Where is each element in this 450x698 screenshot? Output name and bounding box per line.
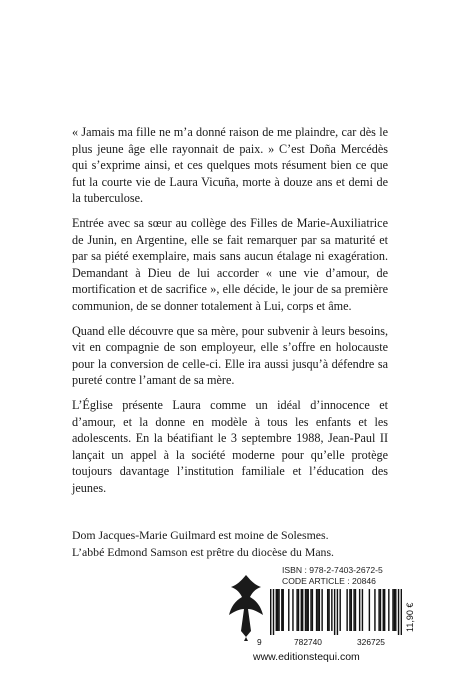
barcode-bar	[270, 589, 271, 635]
barcode-bar	[328, 589, 329, 631]
barcode-bar	[277, 589, 278, 631]
barcode-bar	[298, 589, 299, 631]
barcode-bar	[378, 589, 379, 631]
barcode-bar	[401, 589, 402, 635]
barcode-bar	[359, 589, 360, 631]
author-note-2: L’abbé Edmond Samson est prêtre du diocèse du Mans.	[72, 544, 334, 559]
barcode-bar	[334, 589, 335, 635]
barcode-bar	[306, 589, 307, 631]
publisher-block	[225, 565, 425, 675]
barcode-bar	[355, 589, 356, 631]
barcode-bar	[383, 589, 384, 631]
barcode-bar	[384, 589, 385, 631]
paragraph-4: L’Église présente Laura comme un idéal d’innocence et d’amour, et la donne en modèle à tous les enfants et les adolescents. En la béatifiant le 3 septembre 1988, Jean-Paul II lançait un appel à la société moderne pour qu’elle protège toujours davantage l’institution familiale et l’éducation des jeunes.	[72, 397, 388, 495]
author-note-1: Dom Jacques-Marie Guilmard est moine de Solesmes.	[72, 528, 329, 542]
code-article-text: CODE ARTICLE : 20846	[282, 576, 376, 586]
barcode-bar	[353, 589, 354, 631]
barcode-bar	[278, 589, 279, 631]
barcode-digits-left: 782740	[294, 637, 322, 647]
barcode-bar	[398, 589, 399, 635]
barcode-bar	[380, 589, 381, 631]
paragraph-1: « Jamais ma fille ne m’a donné raison de me plaindre, car dès le plus jeune âge elle rayonnait de paix. » C’est Doña Mercédès qui s’exprime ainsi, et ces quelques mots résument bien ce que fut la courte vie de Laura Vicuña, morte à douze ans et demi de la tuberculose.	[72, 125, 388, 206]
barcode-digits	[257, 637, 407, 647]
barcode-bar	[339, 589, 340, 631]
barcode-bar	[308, 589, 309, 631]
barcode-bar	[388, 589, 389, 631]
barcode-bar	[302, 589, 303, 631]
barcode-bar	[317, 589, 318, 631]
barcode-bar	[321, 589, 322, 631]
barcode-bar	[305, 589, 306, 631]
barcode-digit-prefix: 9	[257, 637, 262, 647]
barcode-bar	[369, 589, 370, 631]
isbn-text: ISBN : 978-2-7403-2672-5	[282, 565, 383, 575]
price-text: 11,90 €	[405, 602, 415, 632]
barcode-icon	[270, 589, 402, 635]
barcode-bar	[337, 589, 338, 635]
archangel-logo-icon	[225, 571, 267, 641]
barcode-bar	[394, 589, 395, 631]
barcode-bar	[312, 589, 313, 631]
barcode-bar	[319, 589, 320, 631]
barcode-bar	[288, 589, 289, 631]
barcode-bar	[283, 589, 284, 631]
barcode-bar	[273, 589, 274, 635]
book-identifiers	[282, 565, 422, 587]
barcode-bar	[374, 589, 375, 631]
barcode-bar	[292, 589, 293, 631]
barcode-bar	[331, 589, 332, 631]
barcode-bar	[310, 589, 311, 631]
back-cover-text	[72, 124, 388, 504]
barcode-bar	[327, 589, 328, 631]
barcode-bar	[276, 589, 277, 631]
barcode-bar	[301, 589, 302, 631]
barcode-bar	[281, 589, 282, 631]
publisher-website: www.editionstequi.com	[253, 651, 360, 663]
barcode-bar	[362, 589, 363, 631]
barcode-bar	[316, 589, 317, 631]
barcode-digits-right: 326725	[357, 637, 385, 647]
paragraph-3: Quand elle découvre que sa mère, pour subvenir à leurs besoins, vit en compagnie de son employeur, elle s’offre en holocauste pour la conversion de celle-ci. Elle ira aussi jusqu’à défendre sa pureté contre l’amant de sa mère.	[72, 323, 388, 388]
paragraph-2: Entrée avec sa sœur au collège des Filles de Marie-Auxiliatrice de Junin, en Argentine, elle se fait remarquer par sa maturité et par sa piété exemplaire, mais sans aucun étalage ni exagération. Demandant à Dieu de lui accorder « une vie d’amour, de mortification et de sacrifice », elle décide, le jour de sa première communion, de se donner totalement à Lui, corps et âme.	[72, 215, 388, 313]
barcode-bar	[395, 589, 396, 631]
barcode-bar	[349, 589, 350, 631]
barcode-bar	[346, 589, 347, 631]
author-notes	[72, 527, 402, 560]
barcode-bar	[351, 589, 352, 631]
barcode-bar	[296, 589, 297, 631]
barcode-bar	[392, 589, 393, 631]
